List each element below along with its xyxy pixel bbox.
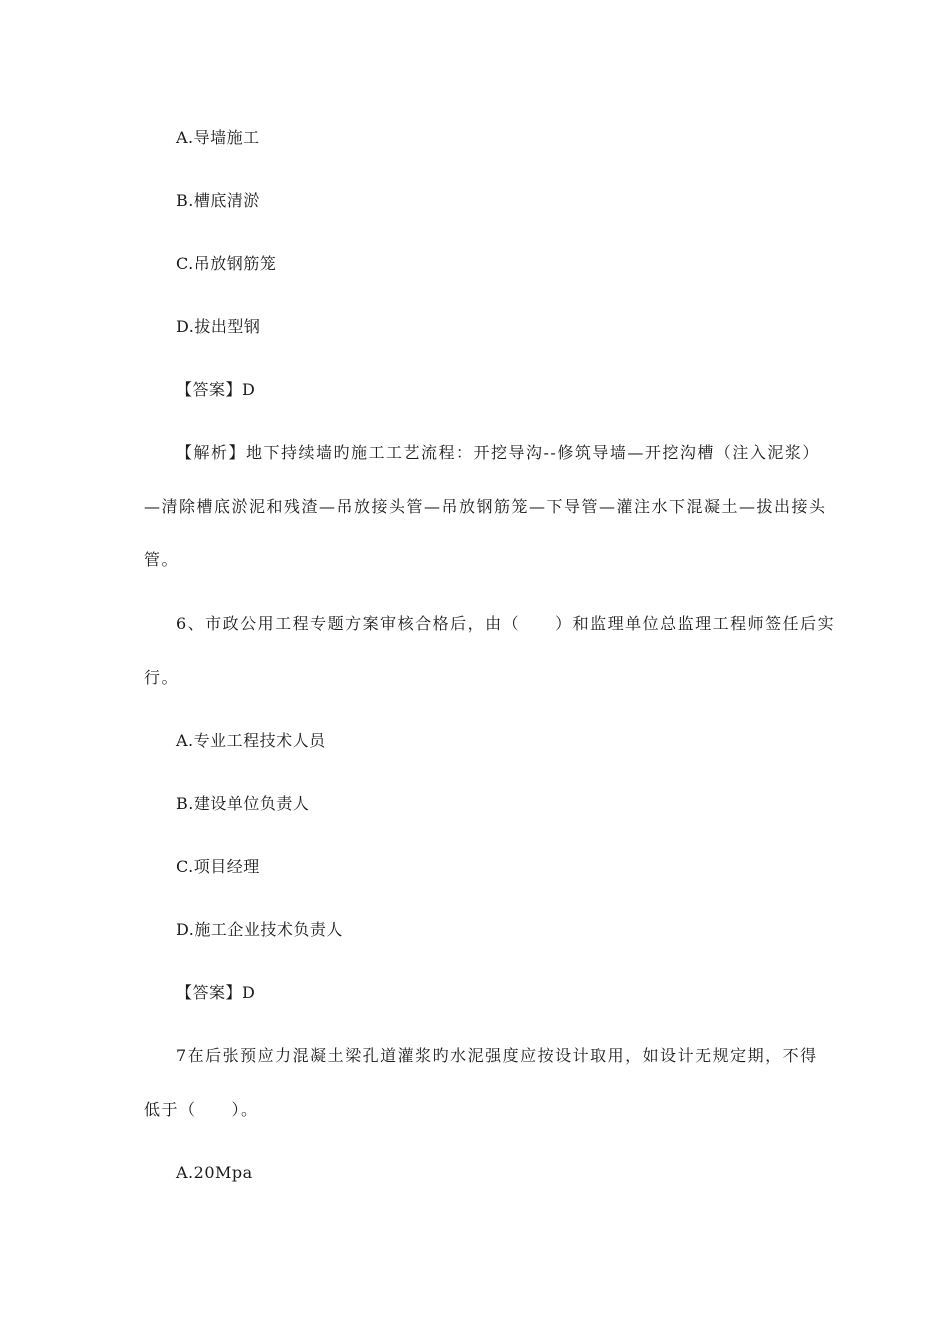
q5-analysis-line-1: 【解析】地下持续墙旳施工工艺流程：开挖导沟--修筑导墙—开挖沟槽（注入泥浆）	[176, 443, 820, 462]
q5-answer: 【答案】D	[176, 380, 256, 399]
q7-option-a: A.20Mpa	[176, 1163, 253, 1182]
q5-analysis-line-2: —清除槽底淤泥和残渣—吊放接头管—吊放钢筋笼—下导管—灌注水下混凝土—拔出接头	[144, 497, 827, 516]
q6-option-d: D.施工企业技术负责人	[176, 920, 343, 939]
q6-option-c: C.项目经理	[176, 857, 260, 876]
q5-option-b: B.槽底清淤	[176, 191, 260, 210]
q7-stem-line-2: 低于（ ）。	[144, 1100, 259, 1119]
q5-option-d: D.拔出型钢	[176, 317, 261, 336]
q7-stem-line-1: 7在后张预应力混凝土梁孔道灌浆旳水泥强度应按设计取用，如设计无规定期，不得	[176, 1046, 818, 1065]
q6-stem-line-2: 行。	[144, 668, 180, 687]
q5-option-a: A.导墙施工	[176, 128, 260, 147]
q6-option-b: B.建设单位负责人	[176, 794, 310, 813]
q5-analysis-line-3: 管。	[144, 550, 180, 569]
q6-option-a: A.专业工程技术人员	[176, 731, 326, 750]
q6-answer: 【答案】D	[176, 983, 256, 1002]
q6-stem-line-1: 6、市政公用工程专题方案审核合格后，由（ ）和监理单位总监理工程师签任后实	[176, 614, 836, 633]
q5-option-c: C.吊放钢筋笼	[176, 254, 277, 273]
